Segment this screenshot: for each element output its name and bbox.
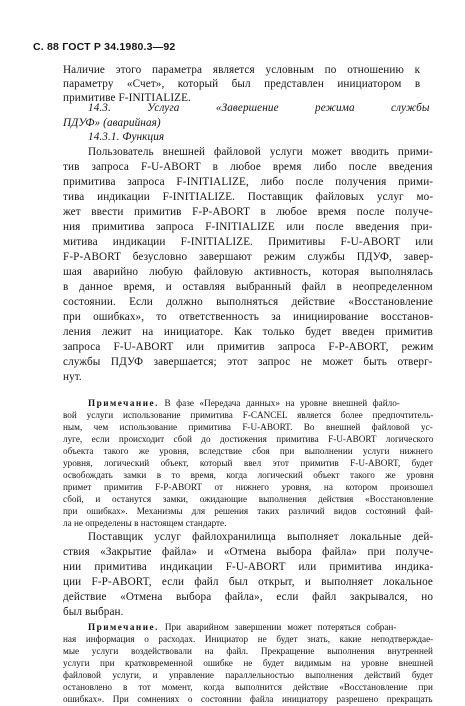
page-header: С. 88 ГОСТ Р 34.1980.3—92 xyxy=(33,41,176,53)
document-page: С. 88 ГОСТ Р 34.1980.3—92 Наличие этого параметра является условным по отношению к параметру «Счет», который был представлен инициатором в примитиве F-INITIALIZE. 14.3. Услуга «Завершение режима службы ПДУФ» (аварийная) 14.3.1. Функция Пользователь внешней файловой услуги может вводить прими- тив запроса F-U-ABORT в любое время либо после введения примитива запроса F-INITIALIZE, либо после получения прими- тива индикации F-INITIALIZE. Поставщик файловых услуг мо- жет ввести примитив F-P-ABORT в любое время после получе- ния примитива запроса F-INITIALIZE или после введения при- митива индикации F-INITIALIZE. Примитивы F-U-ABORT или F-P-ABORT безусловно завершают режим службы ПДУФ, завер- шая аварийно любую файловую активность, которая выполнялась в данное время, и оставляя выбранный файл в неопределенном состоянии. Если должно выполняться действие «Восстановление при ошибках», то ответственность за инициирование восстанов- ления лежит на инициаторе. Как только будет введен примитив запроса F-U-ABORT или примитив запроса F-P-ABORT, режим службы ПДУФ завершается; этот запрос не может быть отверг- нут. Примечание. В фазе «Передача данных» на уровне внешней файло- вой услуги использование примитива F-CANCEL является более предпочтитель- ным, чем использование примитива F-U-ABORT. Во внешней файловой ус- луге, если происходит сбой до достижения примитива F-U-ABORT логического объекта такого же уровня, вследствие сбоя при выполнении услуги нижнего уровня, логический объект, который ввел этот примитив F-U-ABORT, будет освобождать замки в то время, когда логический объект такого же уровня примет примитив F-P-ABORT от нижнего уровня, на котором произошел сбой, и останутся замки, ожидающие выполнения действия «Восстановление при ошибках». Механизмы для решения таких различий видов состояний фай- ла не определены в настоящем стандарте. Поставщик услуг файлохранилища выполняет локальные дей- ствия «Закрытие файла» и «Отмена выбора файла» при получе- нии примитива индикации F-U-ABORT или примитива индика- ции F-P-ABORT, если файл был открыт, и выполняет локальное действие «Отмена выбора файла», если файл закрывался, но был выбран. Примечание. При аварийном завершении может потеряться собран- ная информация о расходах. Инициатор не будет знать, какие неподтверждае- мые услуги воздействовали на файл. Прекращение выполнения внутренней услуги при кратковременной ошибке не будет видимым на уровне внешней файловой услуги, и управление параллельностью выполнения действий будет остановлено в тот момент, когда выполнится действие «Восстановление при ошибках». При сомнениях о состоянии файла инициатору разрешено прекращать xyxy=(33,41,434,704)
note-2-first-line: При аварийном завершении может потеряться собран- xyxy=(158,622,397,632)
note-2-label: Примечание. xyxy=(88,622,159,632)
note-1-label: Примечание. xyxy=(88,398,159,408)
note-1-first-line: В фазе «Передача данных» на уровне внешней файло- xyxy=(158,398,400,408)
